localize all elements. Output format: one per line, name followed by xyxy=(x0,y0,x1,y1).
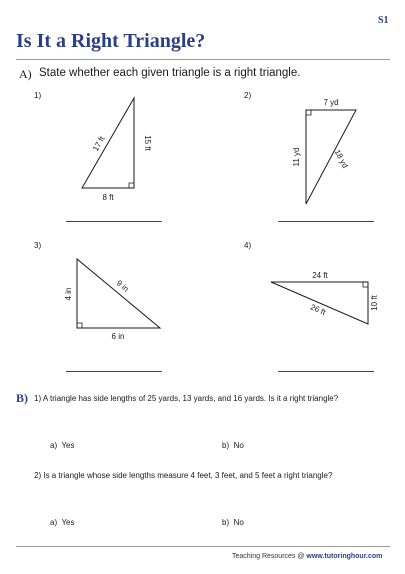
triangle-4-shape xyxy=(271,282,368,324)
question-1-option-a[interactable] xyxy=(50,441,75,450)
problem-3-number: 3) xyxy=(34,241,42,250)
footer-divider xyxy=(16,546,390,547)
triangle-3-base-label: 6 in xyxy=(111,332,125,341)
triangle-1-shape xyxy=(82,98,134,188)
option-text: Yes xyxy=(61,518,75,527)
question-1-option-b[interactable] xyxy=(222,441,244,450)
footer-prefix: Teaching Resources @ xyxy=(232,553,307,560)
triangle-2 xyxy=(292,98,356,204)
option-text: No xyxy=(233,441,244,450)
option-letter: b) xyxy=(222,518,230,527)
answer-line-2[interactable] xyxy=(278,221,374,222)
triangle-3-hypotenuse-label: 9 in xyxy=(114,278,131,294)
footer-link[interactable]: www.tutoringhour.com xyxy=(306,553,383,560)
triangle-1-base-label: 8 ft xyxy=(102,193,114,202)
problem-1-number: 1) xyxy=(34,91,42,100)
question-1 xyxy=(34,394,338,403)
question-1-number: 1) xyxy=(34,394,42,403)
problem-2-number: 2) xyxy=(244,91,252,100)
triangle-4-hypotenuse-label: 26 ft xyxy=(309,302,327,317)
question-2-option-a[interactable] xyxy=(50,518,75,527)
triangle-1-right-angle-mark xyxy=(129,183,134,188)
section-a-instruction: State whether each given triangle is a right triangle. xyxy=(39,67,301,79)
option-letter: b) xyxy=(222,441,230,450)
option-letter: a) xyxy=(50,441,58,450)
triangle-2-hypotenuse-label: 18 yd xyxy=(332,148,350,170)
triangle-4 xyxy=(271,271,379,324)
question-2-number: 2) xyxy=(34,471,42,480)
question-1-text: A triangle has side lengths of 25 yards, 13 yards, and 16 yards. Is it a right triangle? xyxy=(42,394,339,403)
option-letter: a) xyxy=(50,518,58,527)
triangle-4-top-label: 24 ft xyxy=(312,271,328,280)
triangle-1-hypotenuse-label: 17 ft xyxy=(91,134,107,153)
triangle-4-right-angle-mark xyxy=(363,282,368,287)
section-a-letter: A) xyxy=(19,67,32,81)
answer-line-1[interactable] xyxy=(66,221,162,222)
triangle-4-right-label: 10 ft xyxy=(370,295,379,311)
question-2 xyxy=(34,471,332,480)
triangle-2-right-angle-mark xyxy=(306,110,311,115)
option-text: Yes xyxy=(61,441,75,450)
triangle-2-shape xyxy=(306,110,356,204)
answer-line-3[interactable] xyxy=(66,371,162,372)
triangle-1 xyxy=(82,98,152,202)
triangle-2-left-label: 11 yd xyxy=(292,147,301,167)
answer-line-4[interactable] xyxy=(278,371,374,372)
triangle-3-left-label: 4 in xyxy=(64,287,73,301)
question-2-text: Is a triangle whose side lengths measure 4 feet, 3 feet, and 5 feet a right triangle? xyxy=(43,471,333,480)
section-b-letter: B) xyxy=(16,391,28,405)
triangle-3 xyxy=(64,259,160,341)
page-title: Is It a Right Triangle? xyxy=(16,30,206,52)
triangle-3-right-angle-mark xyxy=(77,323,82,328)
triangle-2-top-label: 7 yd xyxy=(323,98,339,107)
option-text: No xyxy=(233,518,244,527)
triangle-3-shape xyxy=(77,259,160,328)
worksheet-code: S1 xyxy=(378,15,389,26)
footer xyxy=(232,553,382,560)
problem-4-number: 4) xyxy=(244,241,252,250)
question-2-option-b[interactable] xyxy=(222,518,244,527)
triangle-1-vertical-label: 15 ft xyxy=(143,135,152,151)
